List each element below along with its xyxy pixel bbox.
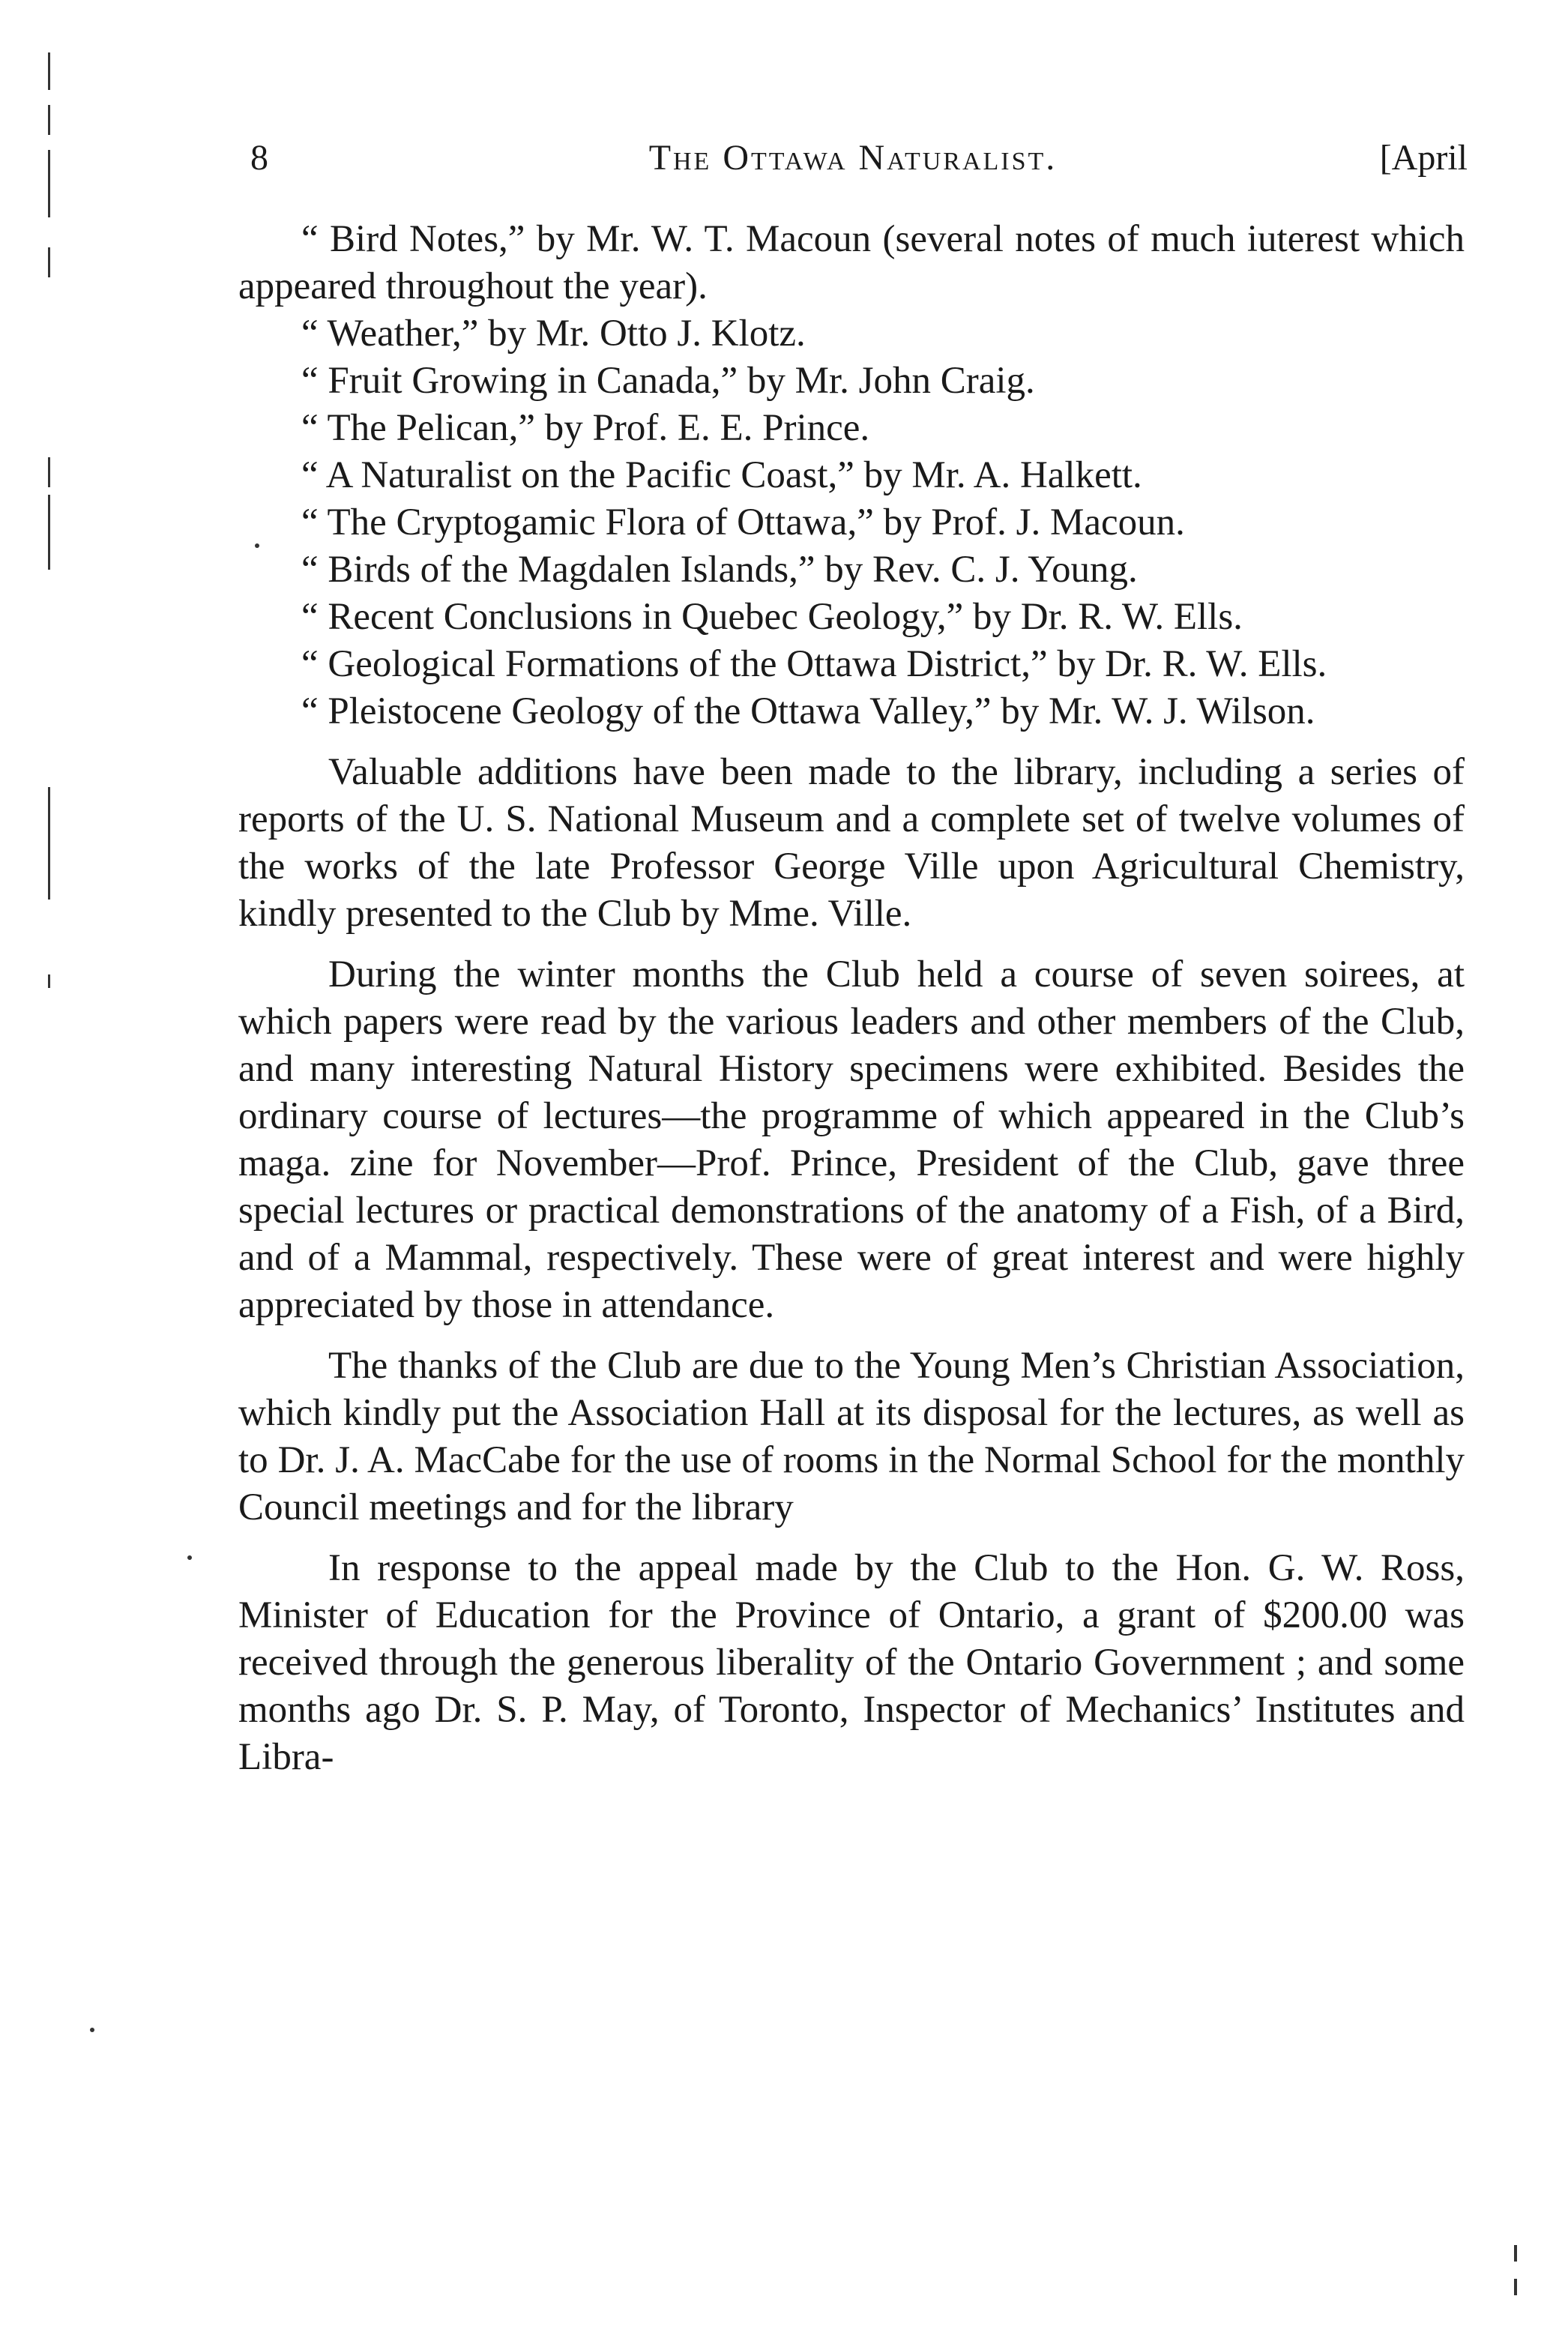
page-number: 8 — [250, 138, 268, 178]
scan-mark — [48, 247, 50, 277]
list-item: “ Pleistocene Geology of the Ottawa Valley,” by Mr. W. J. Wilson. — [301, 690, 1315, 732]
list-item: “ Geological Formations of the Ottawa District,” by Dr. R. W. Ells. — [301, 643, 1327, 685]
body-text — [238, 216, 1465, 1781]
paragraph: In response to the appeal made by the Club to the Hon. G. W. Ross, Minister of Education for the Province of Ontario, a grant of $200.00 was received through the generous liberality of the Ontario Government ; and some months ago Dr. S. P. May, of Toronto, Inspector of Mechanics’ Institutes and Libra- — [238, 1547, 1465, 1778]
scan-mark — [48, 495, 50, 570]
scan-mark — [48, 150, 50, 217]
list-item: “ Weather,” by Mr. Otto J. Klotz. — [301, 313, 806, 355]
paragraph: During the winter months the Club held a course of seven soirees, at which papers were read by the various leaders and other members of the Club, and many interesting Natural History specimens were exhibited. Besides the ordinary course of lectures—the programme of which appeared in the Club’s maga. zine for November—Prof. Prince, President of the Club, gave three special lectures or practical demonstrations of the anatomy of a Fish, of a Bird, and of a Mammal, respectively. These were of great interest and were highly appreciated by those in attendance. — [238, 953, 1465, 1326]
page-header — [238, 132, 1468, 184]
scan-mark — [48, 457, 50, 487]
list-item: “ Bird Notes,” by Mr. W. T. Macoun (several notes of much iuterest which appeared throughout the year). — [238, 218, 1465, 307]
paragraph: Valuable additions have been made to the library, including a series of reports of the U. S. National Museum and a complete set of twelve volumes of the works of the late Professor George Ville upon Agricultural Chemistry, kindly presented to the Club by Mme. Ville. — [238, 751, 1465, 935]
section-mark: [April — [1379, 138, 1468, 178]
list-item: “ Birds of the Magdalen Islands,” by Rev. C. J. Young. — [301, 549, 1138, 591]
scan-mark — [48, 787, 50, 840]
paragraph: The thanks of the Club are due to the Young Men’s Christian Association, which kindly put the Association Hall at its disposal for the lectures, as well as to Dr. J. A. MacCabe for the use of rooms in the Normal School for the monthly Council meetings and for the library — [238, 1345, 1465, 1528]
list-item: “ A Naturalist on the Pacific Coast,” by Mr. A. Halkett. — [301, 454, 1142, 496]
scan-mark — [90, 2028, 94, 2032]
scan-mark — [48, 974, 50, 988]
list-item: “ Recent Conclusions in Quebec Geology,” by Dr. R. W. Ells. — [301, 596, 1243, 638]
scan-mark — [1514, 2279, 1517, 2295]
scan-mark — [48, 840, 50, 900]
list-item: “ The Pelican,” by Prof. E. E. Prince. — [301, 407, 870, 449]
scan-mark — [48, 52, 50, 90]
list-item: “ The Cryptogamic Flora of Ottawa,” by Prof. J. Macoun. — [301, 501, 1185, 543]
list-item: “ Fruit Growing in Canada,” by Mr. John Craig. — [301, 360, 1035, 402]
scan-mark — [187, 1555, 192, 1560]
scan-mark — [1514, 2245, 1517, 2262]
running-title: The Ottawa Naturalist. — [648, 138, 1058, 178]
scan-mark — [48, 105, 50, 135]
